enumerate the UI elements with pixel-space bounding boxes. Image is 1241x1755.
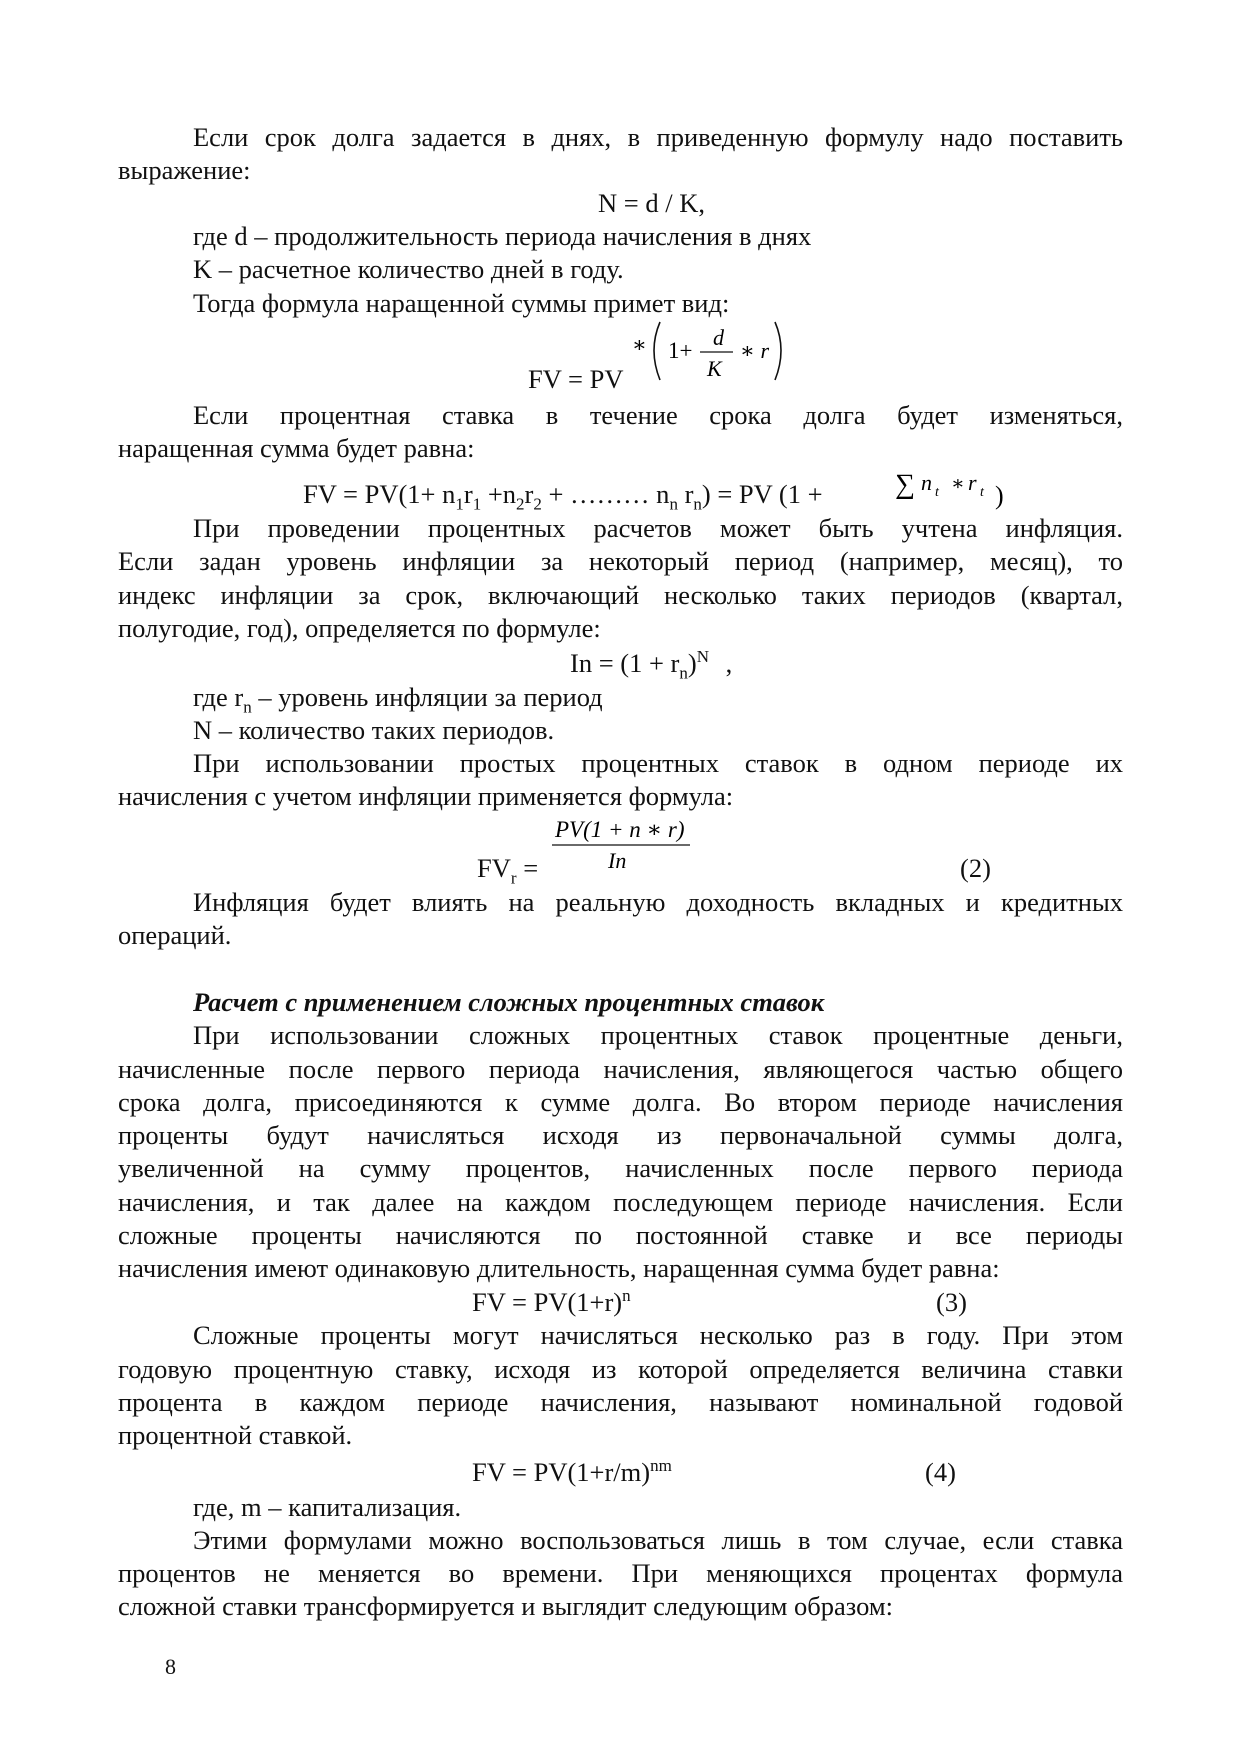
paragraph-line: наращенная сумма будет равна: xyxy=(118,433,475,463)
right-paren-icon xyxy=(775,322,781,380)
formula-fvr-lhs: $FV_r$ = xyxy=(477,853,539,888)
sum-icon: ∑ xyxy=(895,469,915,500)
paragraph-line: увеличенной на сумму процентов, начисленных после первого периода xyxy=(118,1153,1123,1183)
paragraph-line: процентной ставкой. xyxy=(118,1420,353,1450)
sum-t-sub: t xyxy=(980,485,984,500)
formula-compound: FV = $PV(1+r)^n$ xyxy=(472,1286,631,1317)
paragraph-line: Инфляция будет влиять на реальную доходность вкладных и кредитных xyxy=(193,887,1123,917)
section-heading: Расчет с применением сложных процентных ставок xyxy=(193,987,825,1017)
paragraph-line: полугодие, год), определяется по формуле: xyxy=(118,613,601,643)
fraction-denominator: In xyxy=(608,848,627,873)
paragraph-line: Тогда формула наращенной суммы примет вид: xyxy=(193,288,730,318)
page-number: 8 xyxy=(165,1654,176,1679)
paragraph-line: При использовании сложных процентных ставок процентные деньги, xyxy=(193,1020,1123,1050)
sum-n: n xyxy=(921,470,932,495)
sum-r: r xyxy=(968,470,977,495)
left-paren-icon xyxy=(654,322,660,380)
paragraph-line: выражение: xyxy=(118,155,251,185)
paragraph-line: сложные проценты начисляются по постоянной ставке и все периоды xyxy=(118,1220,1123,1250)
paragraph-line: начисления с учетом инфляции применяется формула: xyxy=(118,781,734,811)
times-r: ∗ r xyxy=(740,338,770,363)
paragraph-line: начисленные после первого периода начисления, являющегося частью общего xyxy=(118,1054,1123,1084)
paragraph-line: Сложные проценты могут начисляться несколько раз в году. При этом xyxy=(193,1320,1123,1350)
sum-close-paren: ) xyxy=(995,481,1004,510)
paragraph-line: начисления имеют одинаковую длительность, наращенная сумма будет равна: xyxy=(118,1253,1000,1283)
formula-fvr-fraction xyxy=(550,812,695,874)
formula-fv-lhs: FV = PV xyxy=(528,364,624,394)
equation-number: (2) xyxy=(960,853,991,883)
sum-star: ∗ xyxy=(951,473,965,495)
formula-variable-rate: FV = $PV(1+ n_1r_1 +n_2r_2$ + ……… $n_n$ $r_n$) = PV (1 + xyxy=(303,479,823,514)
one-plus: 1+ xyxy=(668,338,693,363)
paragraph-line: операций. xyxy=(118,920,232,950)
definition-rn: где $r_n$ – уровень инфляции за период xyxy=(193,682,603,717)
paragraph-line: сложной ставки трансформируется и выглядит следующим образом: xyxy=(118,1591,893,1621)
paragraph-line: Этими формулами можно воспользоваться лишь в том случае, если ставка xyxy=(193,1525,1123,1555)
paragraph-line: процента в каждом периоде начисления, называют номинальной годовой xyxy=(118,1387,1123,1417)
paragraph-line: Если задан уровень инфляции за некоторый период (например, месяц), то xyxy=(118,546,1123,576)
paragraph-line: проценты будут начисляться исходя из первоначальной суммы долга, xyxy=(118,1120,1123,1150)
formula-inflation-index: $In = (1 + r_n)^N$ , xyxy=(570,647,733,683)
equation-number: (3) xyxy=(936,1287,967,1317)
definition-d: где d – продолжительность периода начисления в днях xyxy=(193,221,812,251)
paragraph-line: процентов не меняется во времени. При меняющихся процентах формула xyxy=(118,1558,1123,1588)
sum-term xyxy=(895,460,1025,514)
definition-k: K – расчетное количество дней в году. xyxy=(193,254,624,284)
formula-nominal: FV = $PV(1+r/m)^{nm}$ xyxy=(472,1456,672,1487)
formula-n: N = d / K, xyxy=(598,188,705,218)
equation-number: (4) xyxy=(925,1457,956,1487)
fraction-numerator: d xyxy=(713,325,724,350)
definition-m: где, m – капитализация. xyxy=(193,1492,462,1522)
paragraph-line: Если процентная ставка в течение срока долга будет изменяться, xyxy=(193,400,1123,430)
paragraph-line: При использовании простых процентных ставок в одном периоде их xyxy=(193,748,1123,778)
paragraph-line: начисления, и так далее на каждом последующем периоде начисления. Если xyxy=(118,1187,1123,1217)
definition-n: N – количество таких периодов. xyxy=(193,715,555,745)
paragraph-line: индекс инфляции за срок, включающий несколько таких периодов (квартал, xyxy=(118,580,1123,610)
formula-fv-exponent xyxy=(630,314,790,390)
paragraph-line: годовую процентную ставку, исходя из которой определяется величина ставки xyxy=(118,1354,1123,1384)
fraction-denominator: K xyxy=(707,356,722,381)
paragraph-line: Если срок долга задается в днях, в приведенную формулу надо поставить xyxy=(193,122,1123,152)
paragraph-line: срока долга, присоединяются к сумме долга. Во втором периоде начисления xyxy=(118,1087,1123,1117)
paragraph-line: При проведении процентных расчетов может быть учтена инфляция. xyxy=(193,513,1123,543)
star-symbol: ∗ xyxy=(632,332,647,357)
sum-t-sub: t xyxy=(935,485,939,500)
fraction-numerator: PV(1 + n ∗ r) xyxy=(555,817,685,842)
